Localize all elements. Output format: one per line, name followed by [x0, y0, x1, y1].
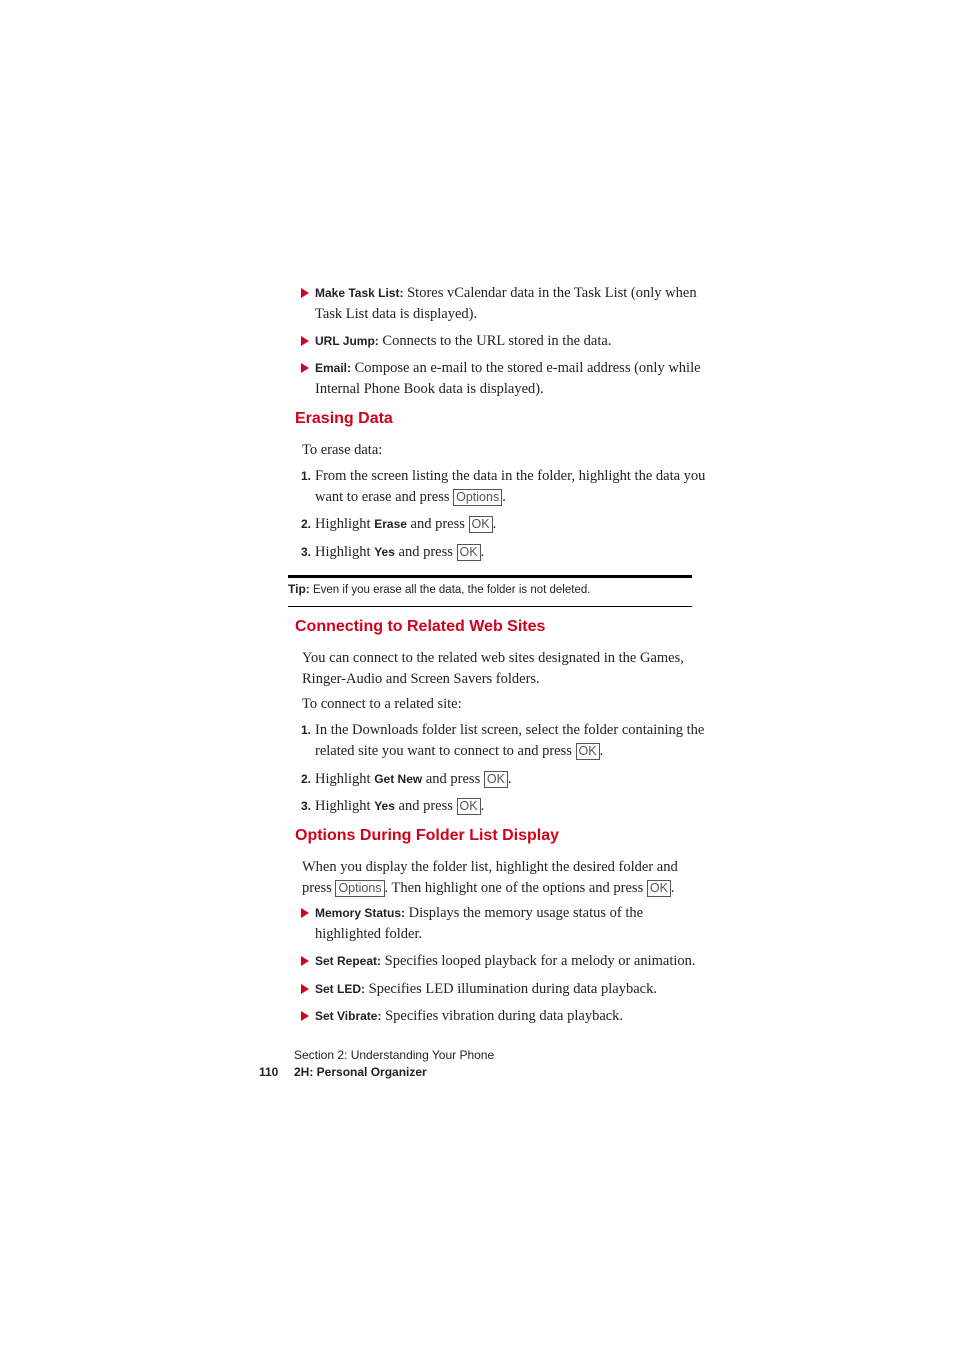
- page-number: 110: [259, 1065, 279, 1079]
- erasing-intro: To erase data:: [302, 442, 383, 458]
- bullet-arrow-icon: [301, 363, 309, 373]
- ok-key: OK: [457, 798, 481, 815]
- connecting-step-2: 2. Highlight Get New and press OK .: [301, 771, 512, 787]
- options-key: Options: [335, 880, 384, 897]
- footer-section: Section 2: Understanding Your Phone: [294, 1048, 495, 1062]
- bullet-arrow-icon: [301, 336, 309, 346]
- ok-key: OK: [647, 880, 671, 897]
- ok-key: OK: [484, 771, 508, 788]
- erasing-step-1: 1. From the screen listing the data in the folder, highlight the data you want to erase and press Options .: [301, 468, 706, 505]
- bullet-set-vibrate: Set Vibrate: Specifies vibration during data playback.: [301, 1006, 707, 1027]
- connecting-step-3: 3. Highlight Yes and press OK .: [301, 798, 485, 814]
- heading-options: Options During Folder List Display: [295, 827, 560, 844]
- connecting-paragraph: You can connect to the related web sites designated in the Games, Ringer-Audio and Screen Savers folders.: [302, 650, 684, 687]
- options-paragraph: When you display the folder list, highlight the desired folder and press Options . Then highlight one of the options and press OK .: [302, 859, 678, 896]
- ok-key: OK: [469, 516, 493, 533]
- bullet-arrow-icon: [301, 908, 309, 918]
- bullet-set-repeat: Set Repeat: Specifies looped playback for a melody or animation.: [301, 951, 707, 972]
- bullet-arrow-icon: [301, 288, 309, 298]
- erasing-step-3: 3. Highlight Yes and press OK .: [301, 544, 485, 560]
- bullet-memory-status: Memory Status: Displays the memory usage status of the highlighted folder.: [301, 903, 707, 944]
- footer-chapter: 2H: Personal Organizer: [294, 1065, 427, 1079]
- connecting-intro: To connect to a related site:: [302, 696, 462, 712]
- bullet-arrow-icon: [301, 956, 309, 966]
- heading-erasing-data: Erasing Data: [295, 410, 393, 427]
- options-key: Options: [453, 489, 502, 506]
- bullet-email: Email: Compose an e-mail to the stored e-mail address (only while Internal Phone Book data is displayed).: [301, 358, 707, 399]
- bullet-arrow-icon: [301, 984, 309, 994]
- tip-box: [288, 575, 692, 607]
- bullet-make-task-list: Make Task List: Stores vCalendar data in the Task List (only when Task List data is displayed).: [301, 283, 707, 324]
- heading-connecting: Connecting to Related Web Sites: [295, 618, 546, 635]
- erasing-step-2: 2. Highlight Erase and press OK .: [301, 516, 497, 532]
- ok-key: OK: [457, 544, 481, 561]
- bullet-set-led: Set LED: Specifies LED illumination during data playback.: [301, 979, 707, 1000]
- bullet-arrow-icon: [301, 1011, 309, 1021]
- ok-key: OK: [576, 743, 600, 760]
- connecting-step-1: 1. In the Downloads folder list screen, select the folder containing the related site you want to connect to and press OK .: [301, 722, 705, 759]
- bullet-url-jump: URL Jump: Connects to the URL stored in the data.: [301, 331, 707, 352]
- tip-text: Tip: Even if you erase all the data, the folder is not deleted.: [288, 582, 591, 596]
